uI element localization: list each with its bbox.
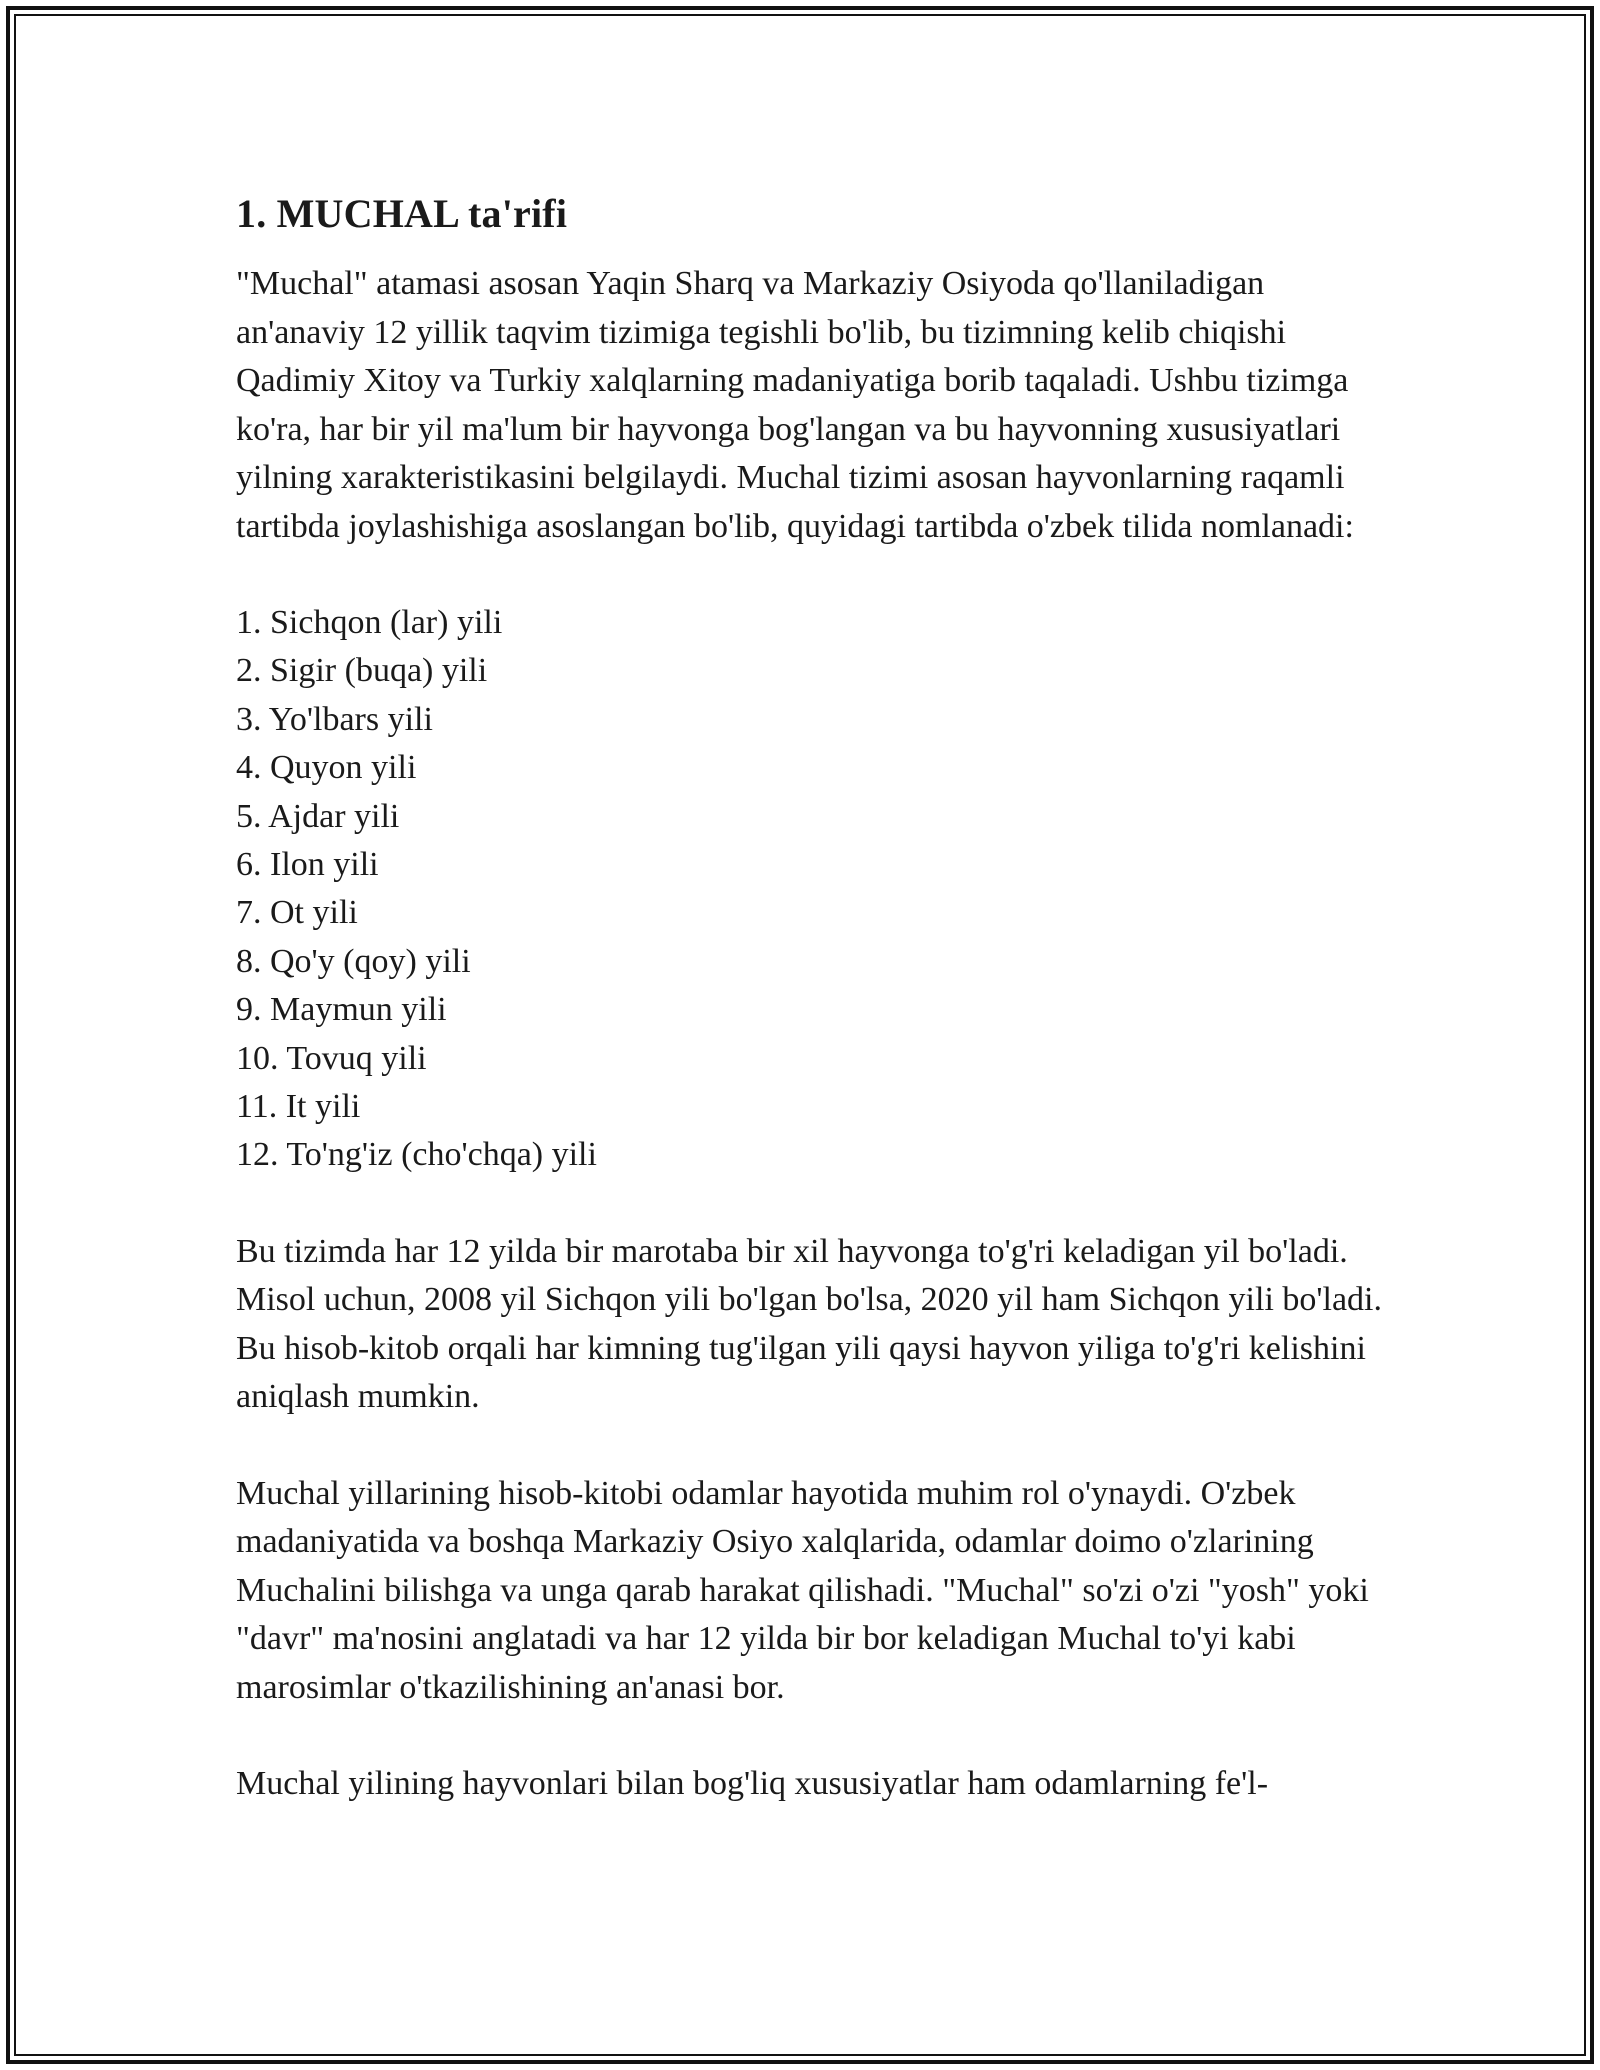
list-item: 3. Yo'lbars yili bbox=[236, 700, 433, 738]
intro-paragraph: "Muchal" atamasi asosan Yaqin Sharq va Markaziy Osiyoda qo'llaniladigan an'anaviy 12 yillik taqvim tizimiga tegishli bo'lib, bu tizimning kelib chiqishi Qadimiy Xitoy va Turkiy xalqlarning madaniyatiga borib taqaladi. Ushbu tizimga ko'ra, har bir yil ma'lum bir hayvonga bog'langan va bu hayvonning xususiyatlari yilning xarakteristikasini belgilaydi. Muchal tizimi asosan hayvonlarning raqamli tartibda joylashishiga asoslangan bo'lib, quyidagi tartibda o'zbek tilida nomlanadi: bbox=[236, 265, 1354, 545]
list-item: 4. Quyon yili bbox=[236, 749, 417, 787]
list-item: 5. Ajdar yili bbox=[236, 797, 400, 835]
list-item: 8. Qo'y (qoy) yili bbox=[236, 942, 471, 980]
list-item: 11. It yili bbox=[236, 1088, 361, 1126]
list-item: 6. Ilon yili bbox=[236, 846, 379, 884]
list-item: 2. Sigir (buqa) yili bbox=[236, 652, 488, 690]
muchal-years-list bbox=[236, 599, 1386, 1180]
list-item: 12. To'ng'iz (cho'chqa) yili bbox=[236, 1136, 597, 1174]
traits-paragraph: Muchal yilining hayvonlari bilan bog'liq xususiyatlar ham odamlarning fe'l- bbox=[236, 1765, 1269, 1803]
list-item: 9. Maymun yili bbox=[236, 991, 447, 1029]
list-item: 7. Ot yili bbox=[236, 894, 358, 932]
cycle-paragraph: Bu tizimda har 12 yilda bir marotaba bir xil hayvonga to'g'ri keladigan yil bo'ladi. Misol uchun, 2008 yil Sichqon yili bo'lgan bo'lsa, 2020 yil ham Sichqon yili bo'ladi. Bu hisob-kitob orqali har kimning tug'ilgan yili qaysi hayvon yiliga to'g'ri kelishini aniqlash mumkin. bbox=[236, 1232, 1383, 1416]
culture-paragraph: Muchal yillarining hisob-kitobi odamlar hayotida muhim rol o'ynaydi. O'zbek madaniyatida va boshqa Markaziy Osiyo xalqlarida, odamlar doimo o'zlarining Muchalini bilishga va unga qarab harakat qilishadi. "Muchal" so'zi o'zi "yosh" yoki "davr" ma'nosini anglatadi va har 12 yilda bir bor keladigan Muchal to'yi kabi marosimlar o'tkazilishining an'anasi bor. bbox=[236, 1474, 1369, 1706]
list-item: 10. Tovuq yili bbox=[236, 1039, 427, 1077]
list-item: 1. Sichqon (lar) yili bbox=[236, 604, 503, 641]
section-title: 1. MUCHAL ta'rifi bbox=[236, 191, 568, 236]
document-body bbox=[236, 186, 1386, 1809]
